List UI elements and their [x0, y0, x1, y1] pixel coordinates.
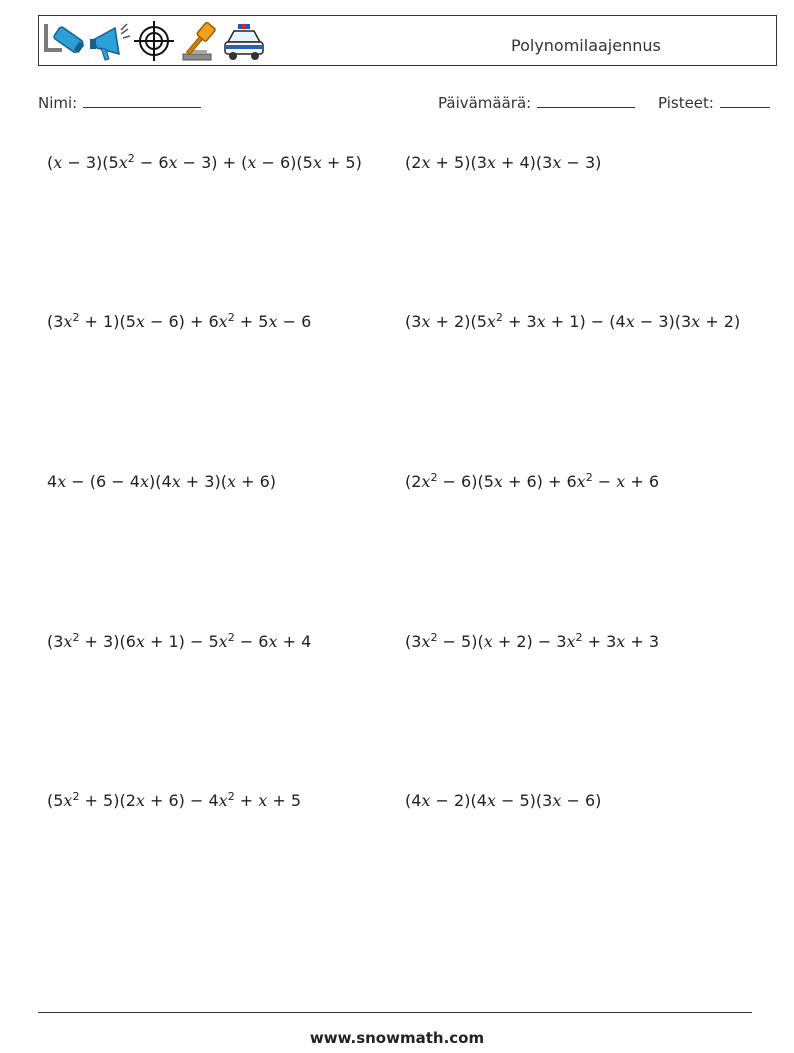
footer-url: www.snowmath.com	[309, 1029, 485, 1047]
problem-3: $(3x^2 + 1)(5x - 6) + 6x^2 + 5x - 6$	[47, 311, 312, 331]
police-car-icon	[222, 18, 267, 64]
score-label: Pisteet:	[658, 94, 714, 112]
name-blank[interactable]	[83, 93, 201, 108]
megaphone-icon	[87, 18, 132, 64]
problem-2: (2x + 5)(3x + 4)(3x − 3)	[405, 153, 602, 172]
score-blank[interactable]	[720, 93, 770, 108]
security-camera-icon	[42, 18, 87, 64]
score-field[interactable]	[658, 93, 770, 112]
footer-divider	[38, 1012, 752, 1013]
problem-4: $(3x + 2)(5x^2 + 3x + 1) - (4x - 3)(3x + 2)$	[405, 311, 741, 331]
date-blank[interactable]	[537, 93, 635, 108]
problem-1: $(x - 3)(5x^2 - 6x - 3) + (x - 6)(5x + 5)$	[47, 152, 362, 172]
worksheet-header	[38, 15, 777, 66]
student-fields	[0, 93, 794, 117]
date-field[interactable]	[438, 93, 635, 112]
problem-6: $(2x^2 - 6)(5x + 6) + 6x^2 - x + 6$	[405, 471, 660, 491]
problem-10: (4x − 2)(4x − 5)(3x − 6)	[405, 791, 602, 810]
name-field[interactable]	[38, 93, 201, 112]
problem-8: $(3x^2 - 5)(x + 2) - 3x^2 + 3x + 3$	[405, 631, 660, 651]
worksheet-title: Polynomilaajennus	[511, 36, 661, 55]
header-icons	[42, 18, 267, 64]
date-label: Päivämäärä:	[438, 94, 532, 112]
gavel-icon	[177, 18, 222, 64]
problem-9: $(5x^2 + 5)(2x + 6) - 4x^2 + x + 5$	[47, 790, 302, 810]
problem-5: 4x − (6 − 4x)(4x + 3)(x + 6)	[47, 472, 276, 491]
problem-7: $(3x^2 + 3)(6x + 1) - 5x^2 - 6x + 4$	[47, 631, 312, 651]
crosshair-icon	[132, 18, 177, 64]
name-label: Nimi:	[38, 94, 78, 112]
